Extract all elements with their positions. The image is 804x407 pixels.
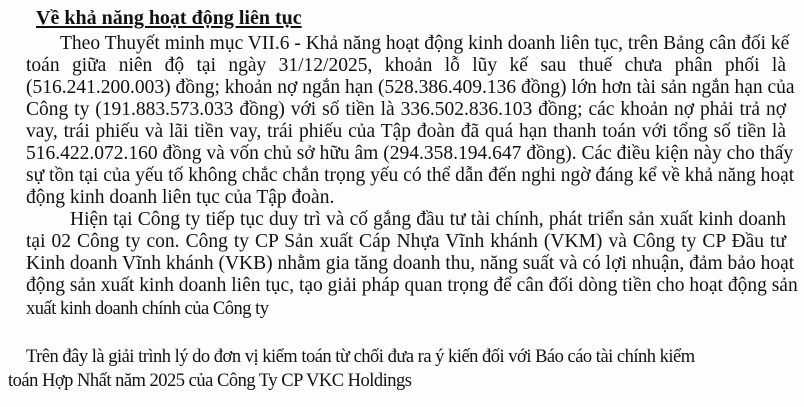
paragraph-line: Kinh doanh Vĩnh khánh (VKB) nhằm gia tăng doanh thu, năng suất và có lợi nhuận, đảm bảo hoạt — [26, 253, 795, 274]
section-heading: Về khả năng hoạt động liên tục — [36, 7, 302, 29]
paragraph-line: tại 02 Công ty con. Công ty CP Sản xuất Cáp Nhựa Vĩnh khánh (VKM) và Công ty CP Đầu tư — [26, 231, 786, 252]
paragraph-line: Trên đây là giải trình lý do đơn vị kiểm toán từ chối đưa ra ý kiến đối với Báo cáo tài chính kiểm — [26, 347, 695, 367]
paragraph-line: động kinh doanh liên tục của Tập đoàn. — [26, 187, 335, 208]
paragraph-line: sự tồn tại của yếu tố không chắc chắn trọng yếu có thể dẫn đến nghi ngờ đáng kể về khả năng hoạt — [26, 165, 795, 186]
paragraph-line: 516.422.072.160 đồng và vốn chủ sở hữu âm (294.358.194.647 đồng). Các điều kiện này cho thấy — [26, 143, 794, 164]
paragraph-line: vay, trái phiếu và lãi tiền vay, trái phiếu của Tập đoàn đã quá hạn thanh toán với tổng số tiền là — [26, 121, 786, 142]
paragraph-line: động sản xuất kinh doanh liên tục, tạo giải pháp quan trọng để cân đối dòng tiền cho hoạt động sản — [26, 275, 798, 296]
paragraph-line: Theo Thuyết minh mục VII.6 - Khả năng hoạt động kinh doanh liên tục, trên Bảng cân đối kế — [60, 33, 790, 54]
paragraph-line: Hiện tại Công ty tiếp tục duy trì và cố gắng đầu tư tài chính, phát triển sản xuất kinh doanh — [70, 209, 786, 230]
paragraph-line: xuất kinh doanh chính của Công ty — [26, 299, 269, 319]
paragraph-line: toán Hợp Nhất năm 2025 của Công Ty CP VKC Holdings — [8, 371, 412, 391]
paragraph-line: (516.241.200.003) đồng; khoản nợ ngắn hạn (528.386.409.136 đồng) lớn hơn tài sản ngắn hạn của — [26, 77, 795, 98]
paragraph-line: Công ty (191.883.573.033 đồng) với số tiền là 336.502.836.103 đồng; các khoản nợ phải trả nợ — [26, 99, 786, 120]
paragraph-line: toán giữa niên độ tại ngày 31/12/2025, khoản lỗ lũy kế sau thuế chưa phân phối là — [26, 55, 786, 76]
